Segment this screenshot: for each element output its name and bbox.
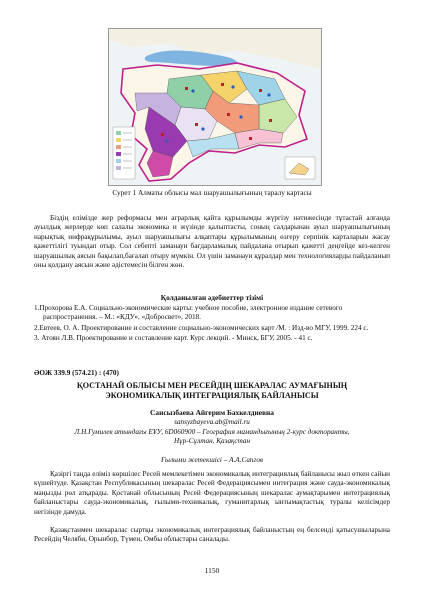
affiliation-line: Л.Н.Гумилев атындағы ЕҰУ, 6D060900 – География мамандығының 2-курс докторанты, — [74, 428, 350, 436]
figure-caption: Сурет 1 Алматы облысы мал шаруашылығының таралу картасы — [112, 188, 312, 197]
map-legend — [113, 127, 135, 179]
article-title-line: ЭКОНОМИКАЛЫҚ ИНТЕГРАЦИЯЛЫҚ БАЙЛАНЫСЫ — [105, 391, 319, 401]
affiliation-line: Нұр-Сұлтан, Қазақстан — [173, 437, 251, 446]
udc-code: ӘОЖ 339.9 (574.21) : (470) — [34, 368, 119, 377]
article-paragraph: Қазіргі таңда еліміз көршілес Ресей мемлекетімен экономикалық интеграциялық байланысы жыл өткен сайын күшейтуде. Қазақстан Республикасының шекаралас Ресей Федерациясымен интеграция және сауда-экономикалық маңызды рөл атқарады. Қостанай облысының Ресей Федерациясының шекаралас аумақтарымен интеграциялық байланыстары сауда-экономикалық, ғылыми-техникалық, гуманитарлық ынтымақтастық туралы келісімдер негізінде дамуда. — [34, 470, 390, 516]
reference-item: 1.Прохорова Е.А. Социально-экономические карты: учебное пособие, электронное издание сетевого распространения. – М.: «КДУ», «Добросвет», 2018. — [34, 304, 343, 322]
author-name: Сансызбаева Айгерим Бахкелдиевна — [150, 408, 274, 417]
references-heading: Қолданылған әдебиеттер тізімі — [160, 293, 264, 302]
page-number: 1150 — [204, 566, 220, 575]
map-illustration — [109, 29, 321, 185]
reference-item: 3. Атоян Л.В. Проектирование и составление карт. Курс лекций. - Минск, БГУ, 2005. - 41 с. — [34, 333, 313, 342]
references-list — [34, 304, 390, 344]
article-paragraph: Қазақстанмен шекаралас сыртқы экономикалық интеграциялық байланыстың ең белсенді қатысушыларына Ресейдің Челяби, Орынбор, Түмен, Омбы облыстары саналады. — [34, 526, 390, 544]
article-title-line: ҚОСТАНАЙ ОБЛЫСЫ МЕН РЕСЕЙДІҢ ШЕКАРАЛАС АУМАҒЫНЫҢ — [76, 381, 348, 390]
supervisor: Ғылыми жетекшісі – А.А.Сапгов — [160, 456, 264, 464]
body-paragraph: Біздің елімізде жер реформасы мен аграрлық қайта құрылымды жүргізу нәтижесінде тұтастай алғанда ауылдық жерлерде көп салалы экономика и жүзінде қалыптасты, соның салдарынан ауыл шаруашылығының нарықтық инфрақұрылымы, ауыл шаруашылығы алқаптары құрылымының өзгеру серпінік карталарын жасау қажеттілігі туындап отыр. Сол себепті заманауи бағдарламалық пайдалана отырып қажетті деңгейде кез-келген шаруашылық аясын бақылап,бағалап отыру мүмкін. Ол үшін заманауи құралдар мен технологияларды пайдаланып оны қолдану аясын және әдістемесін білген жөн. — [34, 214, 390, 270]
reference-item: 2.Евтеев, О. А. Проектирование и составление социально-экономических карт /М. : Изд-во МГУ, 1999. 224 с. — [34, 323, 369, 332]
livestock-distribution-map — [108, 28, 322, 186]
author-email: sansyzbayeva.ab@mail.ru — [174, 418, 250, 426]
article-title — [28, 381, 396, 402]
author-affiliation — [40, 428, 384, 446]
